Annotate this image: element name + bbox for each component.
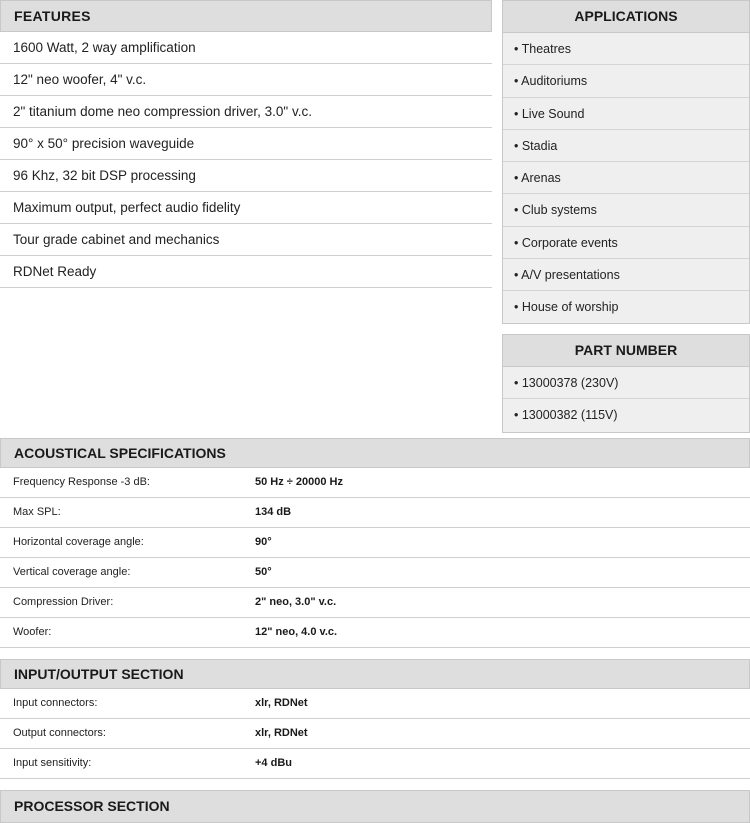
spec-label: Input sensitivity:: [13, 757, 92, 769]
spec-row: [0, 468, 750, 498]
application-item: • Corporate events: [503, 227, 749, 259]
application-item: • Live Sound: [503, 98, 749, 130]
applications-header: APPLICATIONS: [503, 1, 749, 33]
part-number-item: • 13000378 (230V): [503, 367, 749, 399]
spec-label: Vertical coverage angle:: [13, 566, 131, 578]
spec-label: Compression Driver:: [13, 596, 114, 608]
spec-label: Max SPL:: [13, 506, 61, 518]
spec-row: [0, 719, 750, 749]
spec-row: [0, 689, 750, 719]
spec-label: Frequency Response -3 dB:: [13, 476, 150, 488]
features-header: FEATURES: [0, 0, 492, 32]
application-item: • Auditoriums: [503, 65, 749, 97]
part-number-panel: [502, 334, 750, 433]
spec-value: 90°: [255, 536, 272, 548]
spec-label: Output connectors:: [13, 727, 106, 739]
application-item: • Stadia: [503, 130, 749, 162]
spec-row: [0, 588, 750, 618]
spec-row: [0, 498, 750, 528]
io-section: [0, 659, 750, 779]
application-item: • House of worship: [503, 291, 749, 323]
part-number-header: PART NUMBER: [503, 335, 749, 367]
feature-item: Tour grade cabinet and mechanics: [0, 224, 492, 256]
spec-value: 2" neo, 3.0" v.c.: [255, 596, 337, 608]
spec-value: 50°: [255, 566, 272, 578]
features-panel: [0, 0, 492, 288]
spec-value: xlr, RDNet: [255, 697, 308, 709]
application-item: • Club systems: [503, 194, 749, 226]
application-item: • A/V presentations: [503, 259, 749, 291]
spec-label: Woofer:: [13, 626, 52, 638]
spec-value: 134 dB: [255, 506, 292, 518]
feature-item: Maximum output, perfect audio fidelity: [0, 192, 492, 224]
feature-item: RDNet Ready: [0, 256, 492, 288]
acoustical-specs-section: [0, 438, 750, 648]
processor-section: [0, 790, 750, 823]
spec-row: [0, 749, 750, 779]
spec-row: [0, 528, 750, 558]
application-item: • Theatres: [503, 33, 749, 65]
acoustical-specs-header: ACOUSTICAL SPECIFICATIONS: [0, 438, 750, 468]
spec-value: 12" neo, 4.0 v.c.: [255, 626, 338, 638]
spec-row: [0, 618, 750, 648]
io-section-header: INPUT/OUTPUT SECTION: [0, 659, 750, 689]
spec-value: +4 dBu: [255, 757, 292, 769]
processor-section-header: PROCESSOR SECTION: [0, 790, 750, 823]
part-number-item: • 13000382 (115V): [503, 399, 749, 431]
spec-value: xlr, RDNet: [255, 727, 308, 739]
feature-item: 90° x 50° precision waveguide: [0, 128, 492, 160]
feature-item: 12" neo woofer, 4" v.c.: [0, 64, 492, 96]
spec-label: Input connectors:: [13, 697, 98, 709]
application-item: • Arenas: [503, 162, 749, 194]
spec-row: [0, 558, 750, 588]
spec-label: Horizontal coverage angle:: [13, 536, 144, 548]
feature-item: 96 Khz, 32 bit DSP processing: [0, 160, 492, 192]
spec-value: 50 Hz ÷ 20000 Hz: [255, 476, 343, 488]
feature-item: 2" titanium dome neo compression driver, 3.0" v.c.: [0, 96, 492, 128]
feature-item: 1600 Watt, 2 way amplification: [0, 32, 492, 64]
applications-panel: [502, 0, 750, 324]
